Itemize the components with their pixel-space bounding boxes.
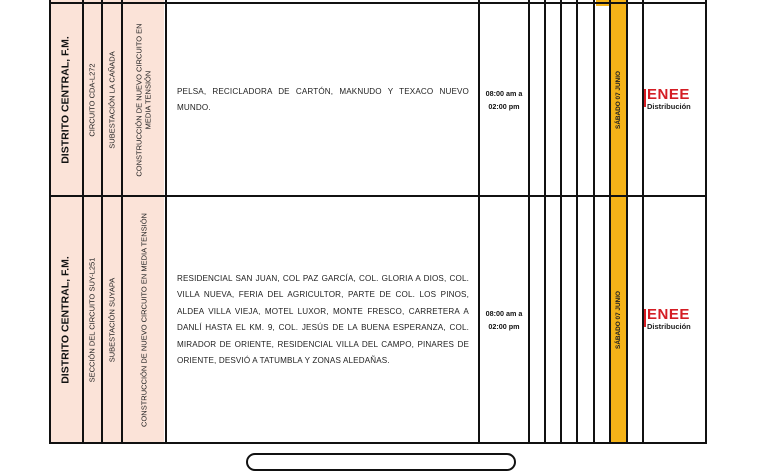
row2-enee-logo bbox=[643, 308, 707, 334]
row2-time-from: 08:00 am a bbox=[485, 309, 523, 318]
row2-municipality-cell bbox=[50, 196, 82, 444]
row2-date: SÁBADO 07 JUNIO bbox=[615, 291, 622, 349]
row2-substation-cell bbox=[101, 196, 122, 444]
row2-circuit-cell bbox=[82, 196, 101, 444]
row1-municipality: DISTRITO CENTRAL, F.M. bbox=[59, 36, 72, 164]
row1-municipality-cell bbox=[50, 4, 82, 196]
row1-substation: SUBESTACIÓN LA CAÑADA bbox=[106, 51, 116, 149]
row1-time-to: 02:00 pm bbox=[488, 102, 520, 111]
enee-logo-sub: Distribución bbox=[647, 102, 691, 111]
row2-date-cell bbox=[611, 196, 627, 444]
row1-time-from: 08:00 am a bbox=[485, 89, 523, 98]
row2-work: CONSTRUCCIÓN DE NUEVO CIRCUITO EN MEDIA TENSIÓN bbox=[139, 213, 149, 427]
row2-time-cell bbox=[479, 196, 529, 444]
enee-logo-brand: ENEE bbox=[647, 86, 690, 103]
grid-col-line bbox=[544, 0, 546, 444]
row2-circuit: SECCIÓN DEL CIRCUITO SUY-L251 bbox=[86, 257, 96, 383]
row2-substation: SUBESTACIÓN SUYAPA bbox=[106, 277, 116, 363]
bottom-rounded-box bbox=[246, 453, 516, 471]
grid-col-line bbox=[609, 0, 611, 444]
row1-circuit: CIRCUITO CDA-L272 bbox=[86, 63, 96, 137]
grid-col-line bbox=[593, 0, 595, 444]
row1-date-cell bbox=[611, 4, 627, 196]
row2-areas-cell bbox=[166, 196, 479, 444]
row1-time-cell bbox=[479, 4, 529, 196]
grid-col-line bbox=[528, 0, 530, 444]
grid-col-line bbox=[478, 0, 480, 444]
row1-work-cell bbox=[122, 4, 166, 196]
grid-col-line bbox=[82, 0, 84, 444]
grid-col-line bbox=[642, 0, 644, 444]
grid-col-line bbox=[121, 0, 123, 444]
row2-time-to: 02:00 pm bbox=[488, 322, 520, 331]
grid-col-line bbox=[165, 0, 167, 444]
row1-work: CONSTRUCCIÓN DE NUEVO CIRCUITO EN MEDIA TENSIÓN bbox=[134, 23, 153, 177]
grid-col-line bbox=[560, 0, 562, 444]
row1-date: SÁBADO 07 JUNIO bbox=[615, 71, 622, 129]
grid-col-line bbox=[576, 0, 578, 444]
row2-affected-areas: RESIDENCIAL SAN JUAN, COL PAZ GARCÍA, COL. GLORIA A DIOS, COL. VILLA NUEVA, FERIA DEL AGRICULTOR, PARTE DE COL. LOS PINOS, ALDEA VILLA VIEJA, MOTEL LUXOR, MONTE FRESCO, CARRETERA A DANLÍ HASTA EL KM. 9, COL. JESÚS DE LA BUENA ESPERANZA, COL. MIRADOR DE ORIENTE, RESIDENCIAL VILLA DEL CAMPO, PINARES DE ORIENTE, DESVIÓ A TATUMBLA Y ZONAS ALEDAÑAS. bbox=[177, 273, 469, 365]
enee-logo-brand: ENEE bbox=[647, 306, 690, 323]
row1-enee-logo bbox=[643, 88, 707, 114]
row1-substation-cell bbox=[101, 4, 122, 196]
row2-work-cell bbox=[122, 196, 166, 444]
row1-affected-areas: PELSA, RECICLADORA DE CARTÓN, MAKNUDO Y TEXACO NUEVO MUNDO. bbox=[177, 86, 469, 112]
row1-circuit-cell bbox=[82, 4, 101, 196]
grid-col-line bbox=[705, 0, 707, 444]
enee-logo-sub: Distribución bbox=[647, 322, 691, 331]
grid-col-line bbox=[49, 0, 51, 444]
row1-areas-cell bbox=[166, 4, 479, 196]
row2-municipality: DISTRITO CENTRAL, F.M. bbox=[59, 256, 72, 384]
grid-col-line bbox=[101, 0, 103, 444]
grid-col-line bbox=[626, 0, 628, 444]
